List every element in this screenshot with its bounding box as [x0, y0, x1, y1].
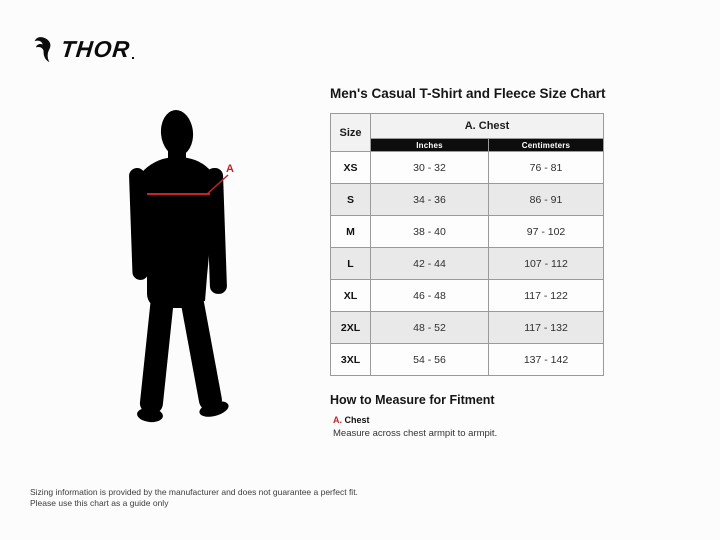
- inches-value: 34 - 36: [371, 184, 489, 216]
- column-header-centimeters: Centimeters: [489, 139, 604, 152]
- measure-description: Measure across chest armpit to armpit.: [333, 428, 498, 439]
- inches-value: 48 - 52: [371, 312, 489, 344]
- column-header-size: Size: [331, 114, 371, 152]
- table-header: [331, 114, 604, 152]
- size-value: L: [331, 248, 371, 280]
- measure-item-chest: [333, 415, 370, 425]
- chest-measurement-label: A: [226, 163, 234, 175]
- table-row: [331, 344, 604, 376]
- centimeters-value: 97 - 102: [489, 216, 604, 248]
- size-chart-table: [330, 113, 604, 376]
- table-row: [331, 184, 604, 216]
- table-row: [331, 152, 604, 184]
- size-value: XS: [331, 152, 371, 184]
- brand-logo: [33, 36, 134, 63]
- centimeters-value: 137 - 142: [489, 344, 604, 376]
- how-to-measure-title: How to Measure for Fitment: [330, 393, 495, 407]
- measure-label: Chest: [344, 415, 370, 425]
- table-row: [331, 216, 604, 248]
- silhouette-shape: [129, 109, 231, 424]
- centimeters-value: 117 - 132: [489, 312, 604, 344]
- male-silhouette-figure: [100, 106, 250, 426]
- column-header-chest-group: A. Chest: [371, 114, 604, 139]
- table-row: [331, 312, 604, 344]
- size-value: 3XL: [331, 344, 371, 376]
- size-value: 2XL: [331, 312, 371, 344]
- disclaimer-line-1: Sizing information is provided by the manufacturer and does not guarantee a perfect fit.: [30, 487, 358, 497]
- thor-ram-head-icon: [33, 36, 60, 63]
- centimeters-value: 76 - 81: [489, 152, 604, 184]
- centimeters-value: 86 - 91: [489, 184, 604, 216]
- inches-value: 42 - 44: [371, 248, 489, 280]
- column-header-inches: Inches: [371, 139, 489, 152]
- disclaimer-text: [30, 487, 358, 509]
- size-value: M: [331, 216, 371, 248]
- size-value: S: [331, 184, 371, 216]
- measure-key: A.: [333, 415, 342, 425]
- size-value: XL: [331, 280, 371, 312]
- disclaimer-line-2: Please use this chart as a guide only: [30, 498, 169, 508]
- trademark-dot: [132, 57, 134, 59]
- size-chart-title: Men's Casual T-Shirt and Fleece Size Chart: [330, 86, 606, 101]
- table-row: [331, 248, 604, 280]
- inches-value: 46 - 48: [371, 280, 489, 312]
- brand-logo-text: THOR: [59, 36, 132, 62]
- centimeters-value: 107 - 112: [489, 248, 604, 280]
- centimeters-value: 117 - 122: [489, 280, 604, 312]
- inches-value: 30 - 32: [371, 152, 489, 184]
- inches-value: 54 - 56: [371, 344, 489, 376]
- table-row: [331, 280, 604, 312]
- inches-value: 38 - 40: [371, 216, 489, 248]
